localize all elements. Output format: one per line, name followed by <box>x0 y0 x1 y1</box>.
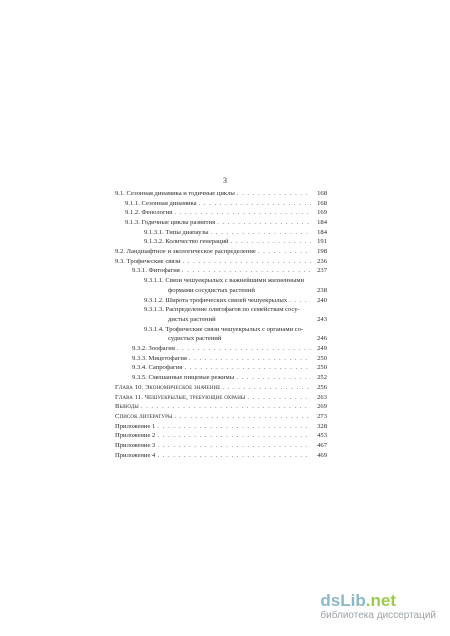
toc-entry-9-1-2 <box>115 208 327 218</box>
toc-entry-page: 198 <box>317 248 327 256</box>
toc-entry-page: 184 <box>317 219 327 227</box>
toc-entry-appendix-4 <box>115 451 327 461</box>
toc-entry-label: 9.3.1. Фитофагия <box>132 267 180 275</box>
toc-entry-label-line2: судистых растений <box>168 335 222 343</box>
toc-entry-label: 9.3. Трофические связи <box>115 257 181 265</box>
dot-leader <box>157 441 311 451</box>
page-number: 3 <box>223 176 227 185</box>
toc-entry-page: 168 <box>317 199 327 207</box>
dot-leader <box>236 373 311 383</box>
toc-entry-label: Приложение 4 <box>115 451 156 459</box>
toc-entry-label-line2: формами сосудистых растений <box>168 286 255 294</box>
dot-leader <box>157 451 311 461</box>
dot-leader <box>182 266 311 276</box>
toc-entry-label: Приложение 1 <box>115 422 156 430</box>
toc-entry-label: 9.1.3.2. Количество генераций <box>144 238 229 246</box>
toc-entry-label: Глава 11. Чешуекрылые, требующие охраны <box>115 393 246 401</box>
dot-leader <box>174 208 311 218</box>
toc-entry-page: 273 <box>317 412 327 420</box>
dot-leader <box>247 393 311 403</box>
toc-entry-page: 168 <box>317 189 327 197</box>
toc-entry-appendix-3 <box>115 441 327 451</box>
toc-entry-chapter-11 <box>115 393 327 403</box>
toc-entry-page: 237 <box>317 267 327 275</box>
toc-entry-9-3-1 <box>115 267 327 277</box>
toc-entry-label: 9.3.4. Сапрофагия <box>132 364 183 372</box>
toc-entry-references <box>115 412 327 422</box>
toc-entry-label: 9.2. Ландшафтное и экологическое распределение <box>115 248 256 256</box>
toc-entry-page: 269 <box>317 403 327 411</box>
toc-entry-9-3-5 <box>115 373 327 383</box>
toc-entry-9-2 <box>115 247 327 257</box>
toc-entry-label: 9.1.1. Сезонная динамика <box>125 199 197 207</box>
toc-entry-label: 9.3.1.2. Широта трофических связей чешуекрылых <box>144 296 288 304</box>
dot-leader <box>189 354 311 364</box>
toc-entry-9-1 <box>115 189 327 199</box>
toc-entry-9-1-1 <box>115 199 327 209</box>
toc-entry-label: Приложение 3 <box>115 441 156 449</box>
toc-entry-page: 328 <box>317 422 327 430</box>
toc-entry-9-3-1-4 <box>115 325 327 344</box>
dot-leader <box>217 218 311 228</box>
toc-entry-label: Глава 10. Экономическое значение <box>115 383 221 391</box>
dot-leader <box>182 257 311 267</box>
toc-entry-label: 9.3.2. Зоофагия <box>132 345 175 353</box>
toc-entry-label: Приложение 2 <box>115 432 156 440</box>
toc-entry-label: Список литературы <box>115 412 173 420</box>
toc-entry-9-3-1-2 <box>115 296 327 306</box>
toc-entry-page: 169 <box>317 209 327 217</box>
toc-entry-label-line1: 9.3.1.3. Распределение олигофагов по семействам сосу- <box>144 306 300 314</box>
watermark-logo <box>320 592 436 610</box>
toc-entry-9-1-3 <box>115 218 327 228</box>
watermark-brand-net: .net <box>365 591 396 610</box>
dot-leader <box>157 422 311 432</box>
toc-entry-page: 236 <box>317 257 327 265</box>
toc-entry-page: 467 <box>317 441 327 449</box>
toc-entry-page: 249 <box>317 345 327 353</box>
toc-entry-page: 246 <box>317 335 327 343</box>
toc-entry-appendix-2 <box>115 431 327 441</box>
dot-leader <box>231 237 311 247</box>
toc-entry-page: 184 <box>317 228 327 236</box>
toc-entry-9-3-4 <box>115 363 327 373</box>
toc-entry-label: 9.1.3. Годичные циклы развития <box>125 219 216 227</box>
toc-entry-page: 263 <box>317 393 327 401</box>
toc-entry-label: 9.1.3.1. Типы диапаузы <box>144 228 209 236</box>
toc-entry-label: Выводы <box>115 403 139 411</box>
toc-entry-9-3-1-3 <box>115 305 327 324</box>
dot-leader <box>174 412 311 422</box>
toc-entry-page: 240 <box>317 296 327 304</box>
watermark-tagline: библиотека диссертаций <box>320 610 436 621</box>
dot-leader <box>289 296 311 306</box>
dot-leader <box>237 189 311 199</box>
toc-entry-label-line1: 9.3.1.4. Трофические связи чешуекрылых с органами со- <box>144 325 304 333</box>
dot-leader <box>157 431 311 441</box>
dot-leader <box>177 344 311 354</box>
toc-entry-9-1-3-2 <box>115 237 327 247</box>
dot-leader <box>222 383 311 393</box>
toc-entry-9-1-3-1 <box>115 228 327 238</box>
toc-entry-appendix-1 <box>115 422 327 432</box>
toc-entry-page: 469 <box>317 451 327 459</box>
toc-entry-page: 250 <box>317 354 327 362</box>
dot-leader <box>258 247 311 257</box>
toc-entry-conclusions <box>115 402 327 412</box>
toc-entry-label: 9.3.3. Мицетофагия <box>132 354 187 362</box>
watermark-brand-ds: ds <box>320 591 341 610</box>
toc-entry-page: 252 <box>317 374 327 382</box>
toc-entry-page: 243 <box>317 315 327 323</box>
toc-entry-page: 256 <box>317 383 327 391</box>
toc-entry-9-3-2 <box>115 344 327 354</box>
dot-leader <box>199 199 311 209</box>
toc-entry-label: 9.1.2. Фенология <box>125 209 173 217</box>
toc-entry-label-line1: 9.3.1.1. Связи чешуекрылых с важнейшими жизненными <box>144 277 305 285</box>
toc-entry-9-3-1-1 <box>115 276 327 295</box>
dot-leader <box>184 363 311 373</box>
toc-entry-chapter-10 <box>115 383 327 393</box>
site-watermark <box>320 592 436 622</box>
toc-entry-label: 9.1. Сезонная динамика и годичные циклы <box>115 189 235 197</box>
toc-entry-label-line2: дистых растений <box>168 315 216 323</box>
toc-entry-page: 453 <box>317 432 327 440</box>
table-of-contents <box>115 189 327 460</box>
toc-entry-9-3-3 <box>115 354 327 364</box>
toc-entry-page: 191 <box>317 238 327 246</box>
dot-leader <box>141 402 311 412</box>
toc-entry-page: 250 <box>317 364 327 372</box>
toc-entry-page: 238 <box>317 286 327 294</box>
toc-entry-label: 9.3.5. Смешанные пищевые режимы <box>132 374 235 382</box>
dot-leader <box>211 228 311 238</box>
watermark-brand-lib: Lib <box>340 591 366 610</box>
toc-entry-9-3 <box>115 257 327 267</box>
